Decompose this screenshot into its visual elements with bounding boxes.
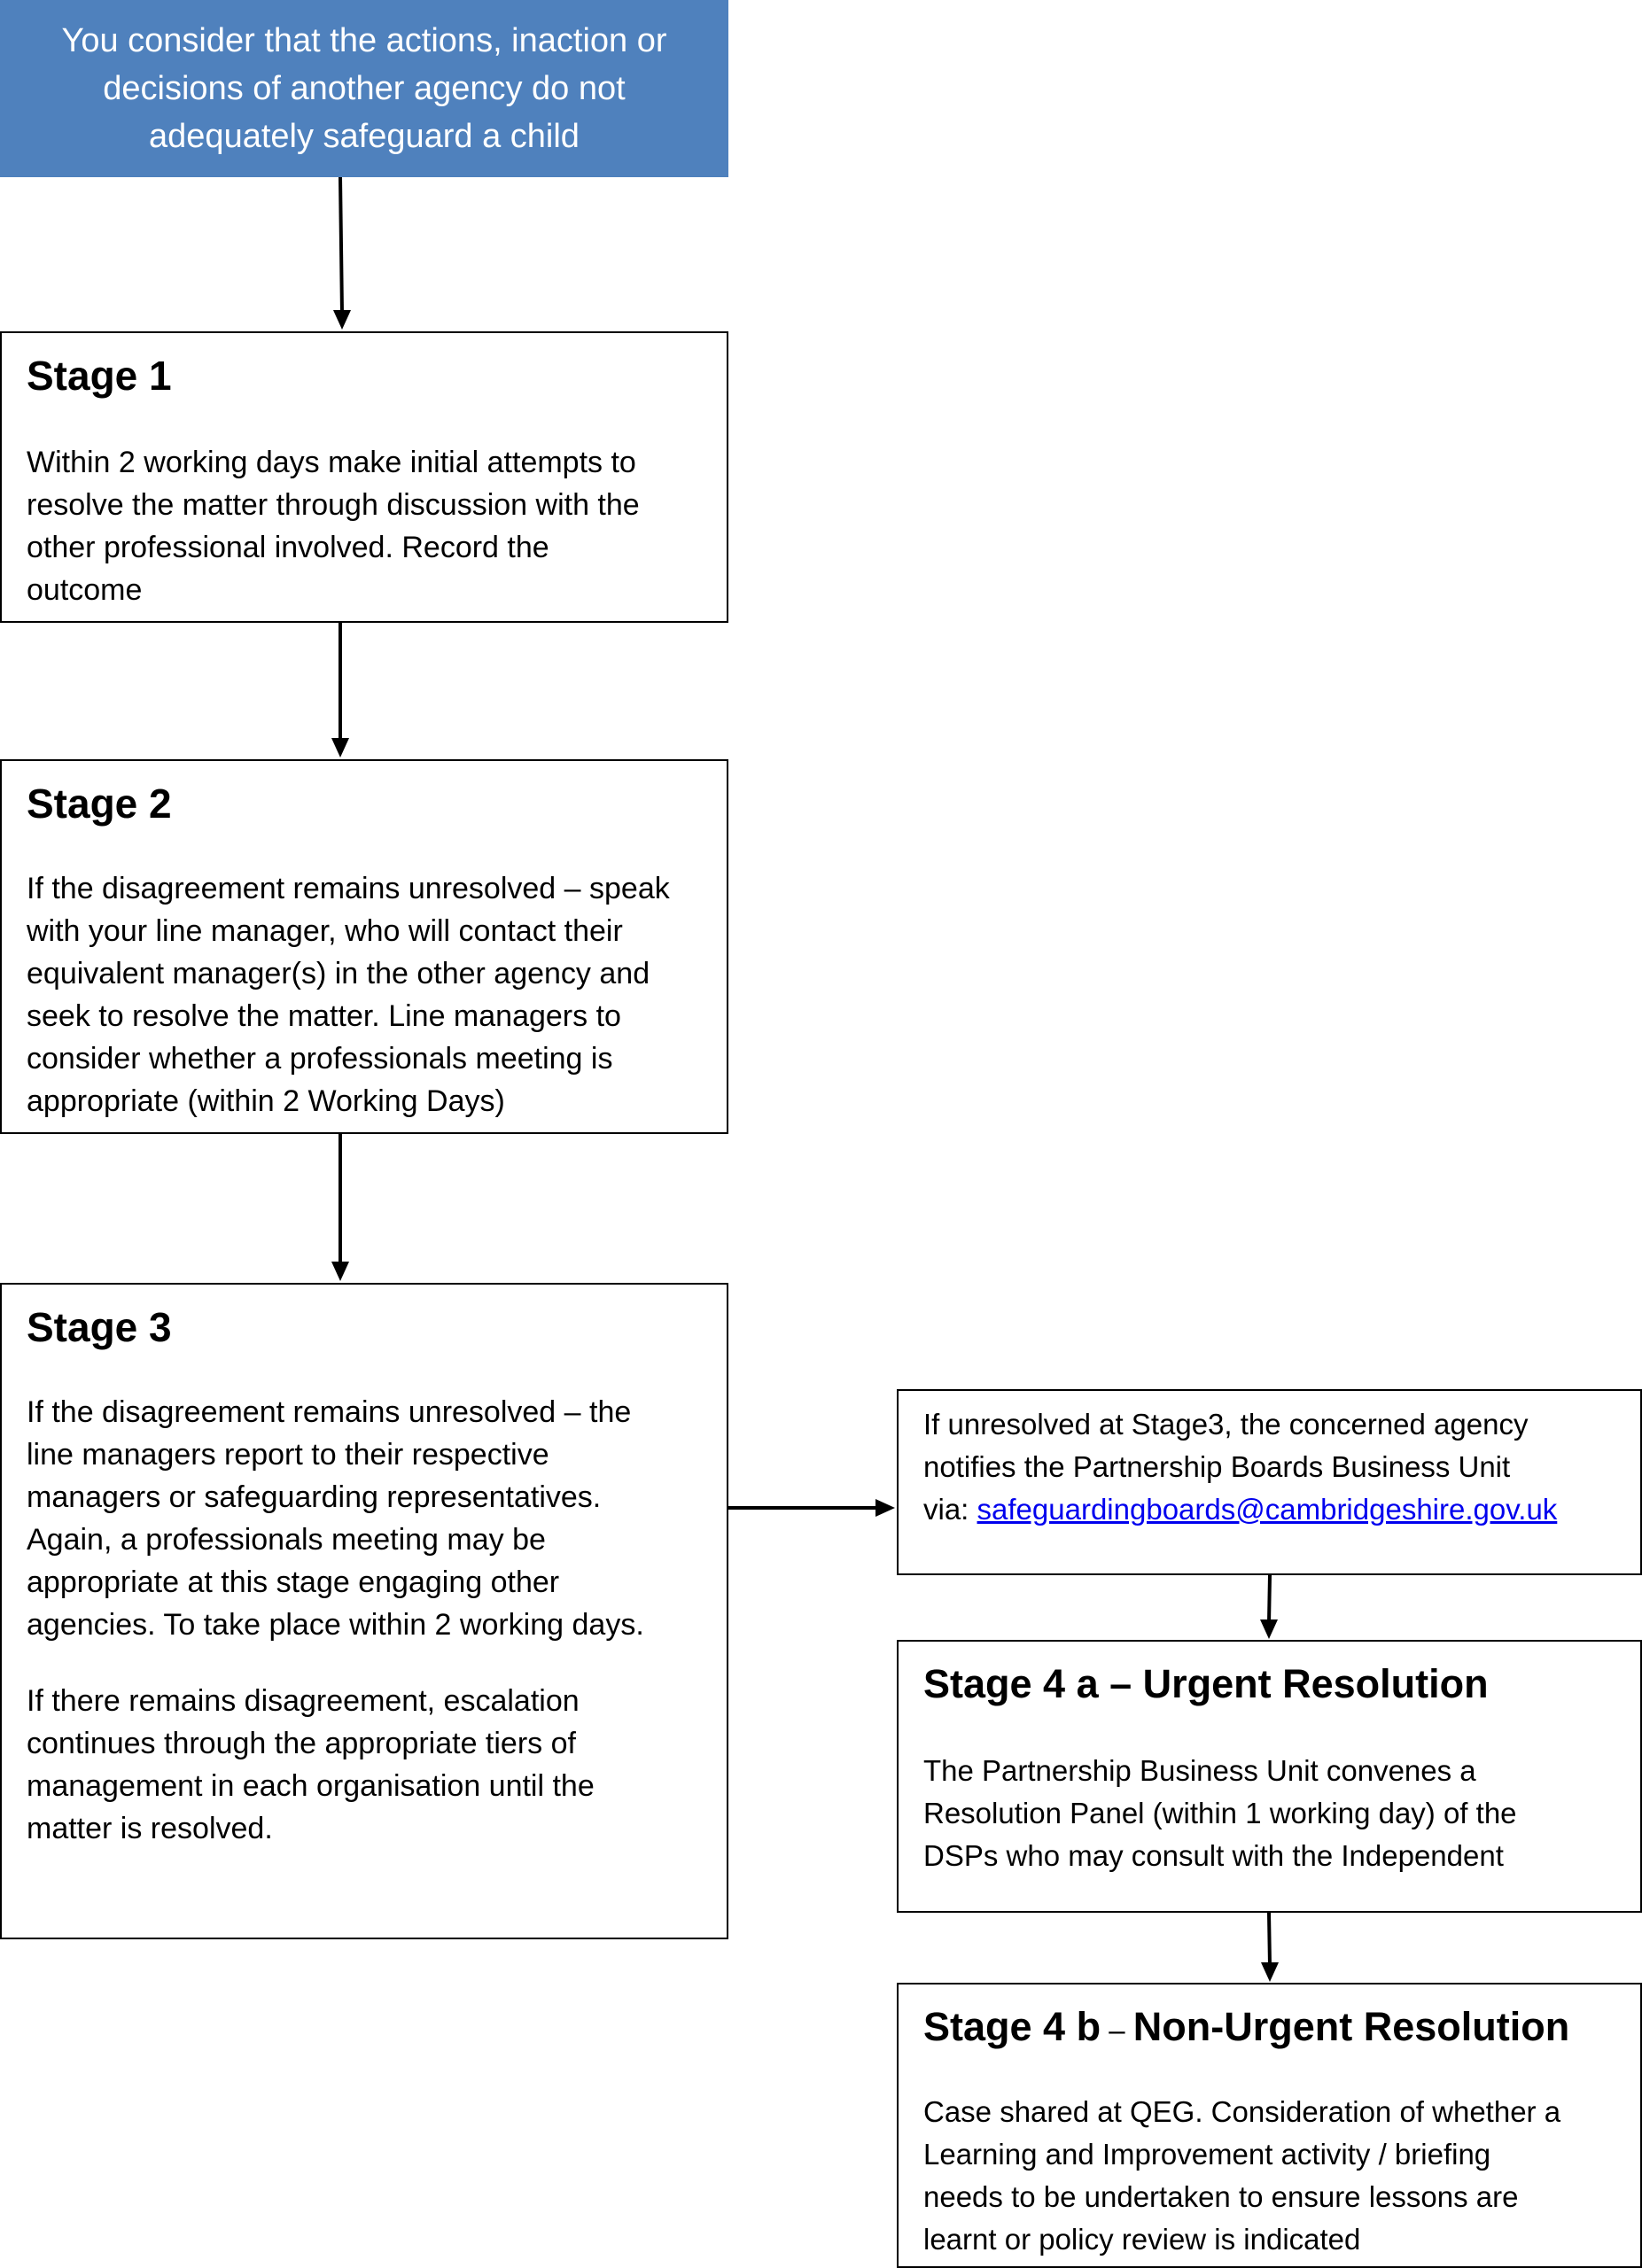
arrowhead-stage4b <box>1261 1962 1279 1982</box>
stage-3-title: Stage 3 <box>27 1304 172 1350</box>
stage-4b-title-dash: – <box>1101 2014 1133 2047</box>
stage-3-body-2: If there remains disagreement, escalation continues through the appropriate tiers of management in each organisation until the matter is resolved. <box>27 1684 595 1845</box>
stage-4a-body: The Partnership Business Unit convenes a Resolution Panel (within 1 working day) of the DSPs who may consult with the Independent <box>923 1754 1517 1872</box>
arrowhead-stage1 <box>333 310 351 330</box>
stage-2-body: If the disagreement remains unresolved – speak with your line manager, who will contact their equivalent manager(s) in the other agency and seek to resolve the matter. Line managers to consider whether a professionals meeting is appropriate (within 2 Working Days) <box>27 872 670 1118</box>
stage-4b-title-rest: Non-Urgent Resolution <box>1132 2004 1570 2049</box>
arrow-stage4a-to-stage4b <box>1269 1913 1270 1966</box>
notify-text-lead: If unresolved at Stage3, the concerned agency notifies the Partnership Boards Business Unit via: <box>923 1408 1529 1526</box>
arrowhead-stage2 <box>331 738 349 757</box>
stage-4a-title: Stage 4 a – Urgent Resolution <box>923 1661 1489 1706</box>
start-text: You consider that the actions, inaction or decisions of another agency do not adequately safeguard a child <box>61 22 667 155</box>
arrowhead-stage3 <box>331 1262 349 1281</box>
stage-3-body-1: If the disagreement remains unresolved – the line managers report to their respective managers or safeguarding representatives. Again, a professionals meeting may be appropriate at this stage engaging other agencies. To take place within 2 working days. <box>27 1395 644 1642</box>
stage-4b-body: Case shared at QEG. Consideration of whether a Learning and Improvement activity / briefing needs to be undertaken to ensure lessons are learnt or policy review is indicated <box>923 2095 1561 2256</box>
arrowhead-notify <box>875 1499 895 1517</box>
arrow-notify-to-stage4a <box>1269 1575 1270 1623</box>
stage-2-title: Stage 2 <box>27 781 172 827</box>
stage-4b-title-main: Stage 4 b <box>923 2004 1101 2049</box>
stage-1-body: Within 2 working days make initial attempts to resolve the matter through discussion with the other professional involved. Record the outcome <box>27 446 640 607</box>
arrowhead-stage4a <box>1260 1619 1278 1639</box>
arrow-start-to-stage1 <box>340 177 342 314</box>
stage-1-title: Stage 1 <box>27 353 172 399</box>
email-link[interactable]: safeguardingboards@cambridgeshire.gov.uk <box>977 1493 1558 1526</box>
